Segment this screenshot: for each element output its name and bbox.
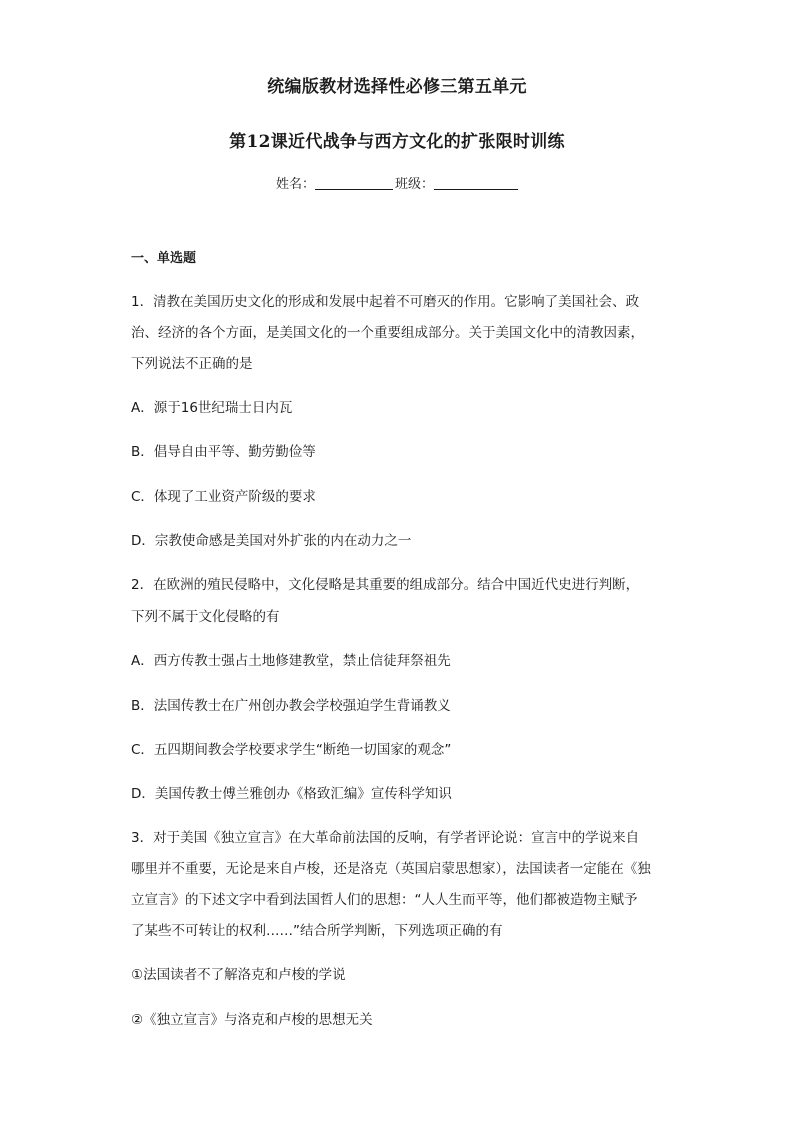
q2-option-c: C．五四期间教会学校要求学生“断绝一切国家的观念” bbox=[131, 742, 452, 758]
section-heading: 一、单选题 bbox=[131, 251, 197, 266]
document-title-line2: 第12课近代战争与西方文化的扩张限时训练 bbox=[229, 132, 565, 152]
q3-stem-line2: 哪里并不重要，无论是来自卢梭，还是洛克（英国启蒙思想家），法国读者一定能在《独 bbox=[131, 861, 651, 877]
class-label: 班级： bbox=[395, 177, 435, 192]
q3-stem-line4: 了某些不可转让的权利……”结合所学判断，下列选项正确的有 bbox=[131, 923, 503, 939]
q1-option-d: D．宗教使命感是美国对外扩张的内在动力之一 bbox=[131, 533, 412, 549]
q3-item-2: ②《独立宣言》与洛克和卢梭的思想无关 bbox=[131, 1012, 373, 1028]
class-blank[interactable] bbox=[434, 175, 518, 190]
name-label: 姓名： bbox=[275, 177, 315, 192]
q2-option-b: B．法国传教士在广州创办教会学校强迫学生背诵教义 bbox=[131, 698, 451, 714]
q3-item-1: ①法国读者不了解洛克和卢梭的学说 bbox=[131, 967, 346, 983]
q3-stem-line1: 3．对于美国《独立宣言》在大革命前法国的反响，有学者评论说：宣言中的学说来自 bbox=[131, 830, 640, 846]
q1-option-a: A．源于16世纪瑞士日内瓦 bbox=[131, 400, 293, 416]
q2-stem-line2: 下列不属于文化侵略的有 bbox=[131, 609, 280, 625]
q1-option-b: B．倡导自由平等、勤劳勤俭等 bbox=[131, 444, 316, 460]
q1-stem-line3: 下列说法不正确的是 bbox=[131, 356, 253, 372]
q1-option-c: C．体现了工业资产阶级的要求 bbox=[131, 489, 316, 505]
q1-stem-line2: 治、经济的各个方面，是美国文化的一个重要组成部分。关于美国文化中的清教因素， bbox=[131, 325, 644, 341]
student-info-line bbox=[0, 173, 794, 192]
q2-option-a: A．西方传教士强占土地修建教堂，禁止信徒拜祭祖先 bbox=[131, 653, 451, 669]
q1-stem-line1: 1．清教在美国历史文化的形成和发展中起着不可磨灭的作用。它影响了美国社会、政 bbox=[131, 294, 640, 310]
q3-stem-line3: 立宣言》的下述文字中看到法国哲人们的思想：“人人生而平等，他们都被造物主赋予 bbox=[131, 892, 638, 908]
name-blank[interactable] bbox=[315, 175, 393, 190]
document-title-line1: 统编版教材选择性必修三第五单元 bbox=[267, 77, 527, 97]
q2-stem-line1: 2．在欧洲的殖民侵略中，文化侵略是其重要的组成部分。结合中国近代史进行判断， bbox=[131, 577, 640, 593]
q2-option-d: D．美国传教士傅兰雅创办《格致汇编》宣传科学知识 bbox=[131, 786, 452, 802]
